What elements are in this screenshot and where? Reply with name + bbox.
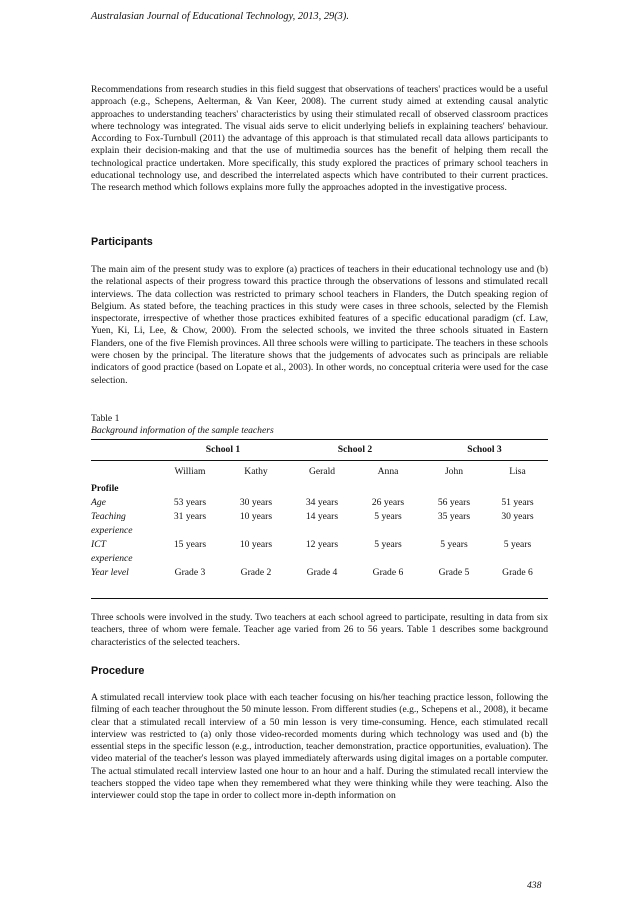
teacher-header-row [91, 460, 548, 483]
table-cell: Grade 5 [438, 566, 470, 578]
teacher-name: Anna [355, 460, 421, 483]
table-cell: 35 years [437, 510, 471, 522]
table-cell: Grade 6 [372, 566, 404, 578]
table-cell: 10 years [239, 510, 273, 522]
school-header-row [91, 439, 548, 460]
table-row [91, 567, 548, 581]
teacher-name: Lisa [487, 460, 548, 483]
school-1-header: School 1 [157, 439, 289, 460]
table-caption: Background information of the sample teachers [91, 425, 274, 437]
participants-body [91, 264, 548, 387]
table-cell: 15 years [173, 538, 207, 550]
row-label: Teaching [91, 510, 126, 522]
teacher-name: William [157, 460, 223, 483]
table-row [91, 511, 548, 525]
table-bottom-rule [91, 598, 548, 599]
school-3-header: School 3 [421, 439, 548, 460]
table-row [91, 497, 548, 511]
procedure-paragraph: A stimulated recall interview took place with each teacher focusing on his/her teaching practice lesson, following the filming of each teacher throughout the 50 minute lesson. From different studies (e.g., Schepens et al., 2008), it became clear that a stimulated recall interview of a 50 min lesson is very time-consuming. Hence, each stimulated recall interview was restricted to (a) only those video-recorded moments during which technology was used and (b) the essential steps in the specific lesson (e.g., introduction, teacher demonstration, practice opportunities, evaluation). The video material of the teacher's lesson was played immediately afterwards using digital images on a portable computer. The actual stimulated recall interview lasted one hour to an hour and a half. During the stimulated recall interview the teachers stopped the video tape when they remembered what they were thinking while they were teaching. Also the interviewer could stop the tape in order to collect more in-depth information on [91, 692, 548, 802]
procedure-body [91, 692, 548, 803]
table-cell: Grade 6 [502, 566, 533, 578]
table-cell: 34 years [305, 496, 339, 508]
running-header: Australasian Journal of Educational Technology, 2013, 29(3). [91, 11, 349, 22]
table-cell: 30 years [501, 510, 534, 522]
teacher-name: Kathy [223, 460, 289, 483]
table-row [91, 539, 548, 553]
table-cell: 5 years [503, 538, 532, 550]
table-row [91, 525, 548, 539]
table-cell: 53 years [173, 496, 207, 508]
table-cell: 5 years [374, 538, 402, 550]
row-label: Year level [91, 566, 129, 578]
table-cell: 56 years [437, 496, 471, 508]
table-cell: 12 years [305, 538, 339, 550]
profile-label: Profile [91, 482, 119, 494]
table-cell: 31 years [173, 510, 207, 522]
procedure-heading: Procedure [91, 665, 145, 677]
intro-paragraph: Recommendations from research studies in this field suggest that observations of teachers' practices would be a useful approach (e.g., Schepens, Aelterman, & Van Keer, 2008). The current study aimed at extending causal analytic approaches to understanding teachers' characteristics by using their stimulated recall of observed classroom practices where technology was integrated. The visual aids serve to elicit underlying beliefs in explaining teachers' behaviour. According to Fox-Turnbull (2011) the advantage of this approach is that stimulated recall data allows participants to explain their decision-making and that the use of multimedia sources has the benefit of helping them recall the technological practice undertaken. More specifically, this study explored the practices of primary school teachers in educational technology use, and described the interrelated aspects which have contributed to their current practices. The research method which follows explains more fully the approaches adopted in the investigative process. [91, 84, 548, 194]
after-table-paragraph: Three schools were involved in the study. Two teachers at each school agreed to participate, resulting in data from six teachers, three of whom were female. Teacher age varied from 26 to 56 years. Table 1 describes some background characteristics of the selected teachers. [91, 612, 548, 648]
procedure-section [91, 665, 548, 677]
participants-section [91, 236, 548, 248]
row-label-cont: experience [91, 552, 133, 564]
table-cell: 51 years [501, 496, 534, 508]
intro-section [91, 84, 548, 195]
table-cell: 5 years [440, 538, 468, 550]
table-block [91, 413, 548, 581]
table-row [91, 483, 548, 497]
table-cell: 30 years [239, 496, 273, 508]
page-number: 438 [527, 880, 542, 891]
after-table-section [91, 612, 548, 649]
background-table [91, 439, 548, 581]
table-cell: 14 years [305, 510, 339, 522]
teacher-name: John [421, 460, 487, 483]
table-title: Table 1 [91, 413, 120, 424]
table-cell: 10 years [239, 538, 273, 550]
row-label: Age [91, 496, 106, 508]
teacher-name: Gerald [289, 460, 355, 483]
table-row [91, 553, 548, 567]
school-2-header: School 2 [289, 439, 421, 460]
participants-paragraph: The main aim of the present study was to explore (a) practices of teachers in their educational technology use and (b) the relational aspects of their progress toward this practice through the observations of lessons and stimulated recall interviews. The data collection was restricted to primary school teachers in Flanders, the Dutch speaking region of Belgium. As stated before, the teaching practices in this study were cases in three schools, selected by the Flemish inspectorate, irrespective of whether those practices exhibited features of a specific educational paradigm (cf. Law, Yuen, Ki, Li, Lee, & Chow, 2000). From the selected schools, we invited the three schools situated in Eastern Flanders, one of the five Flemish provinces. All three schools were willing to participate. The teachers in these schools were chosen by the principal. The literature shows that the judgements of advocates such as principals are reliable indicators of good practice (based on Lopate et al., 2003). In other words, no conceptual criteria were used for the case selection. [91, 264, 548, 386]
row-label-cont: experience [91, 524, 133, 536]
row-label: ICT [91, 538, 106, 550]
table-cell: 5 years [374, 510, 402, 522]
table-cell: 26 years [371, 496, 405, 508]
participants-heading: Participants [91, 236, 153, 248]
table-cell: Grade 2 [240, 566, 272, 578]
table-cell: Grade 4 [306, 566, 338, 578]
table-cell: Grade 3 [174, 566, 206, 578]
